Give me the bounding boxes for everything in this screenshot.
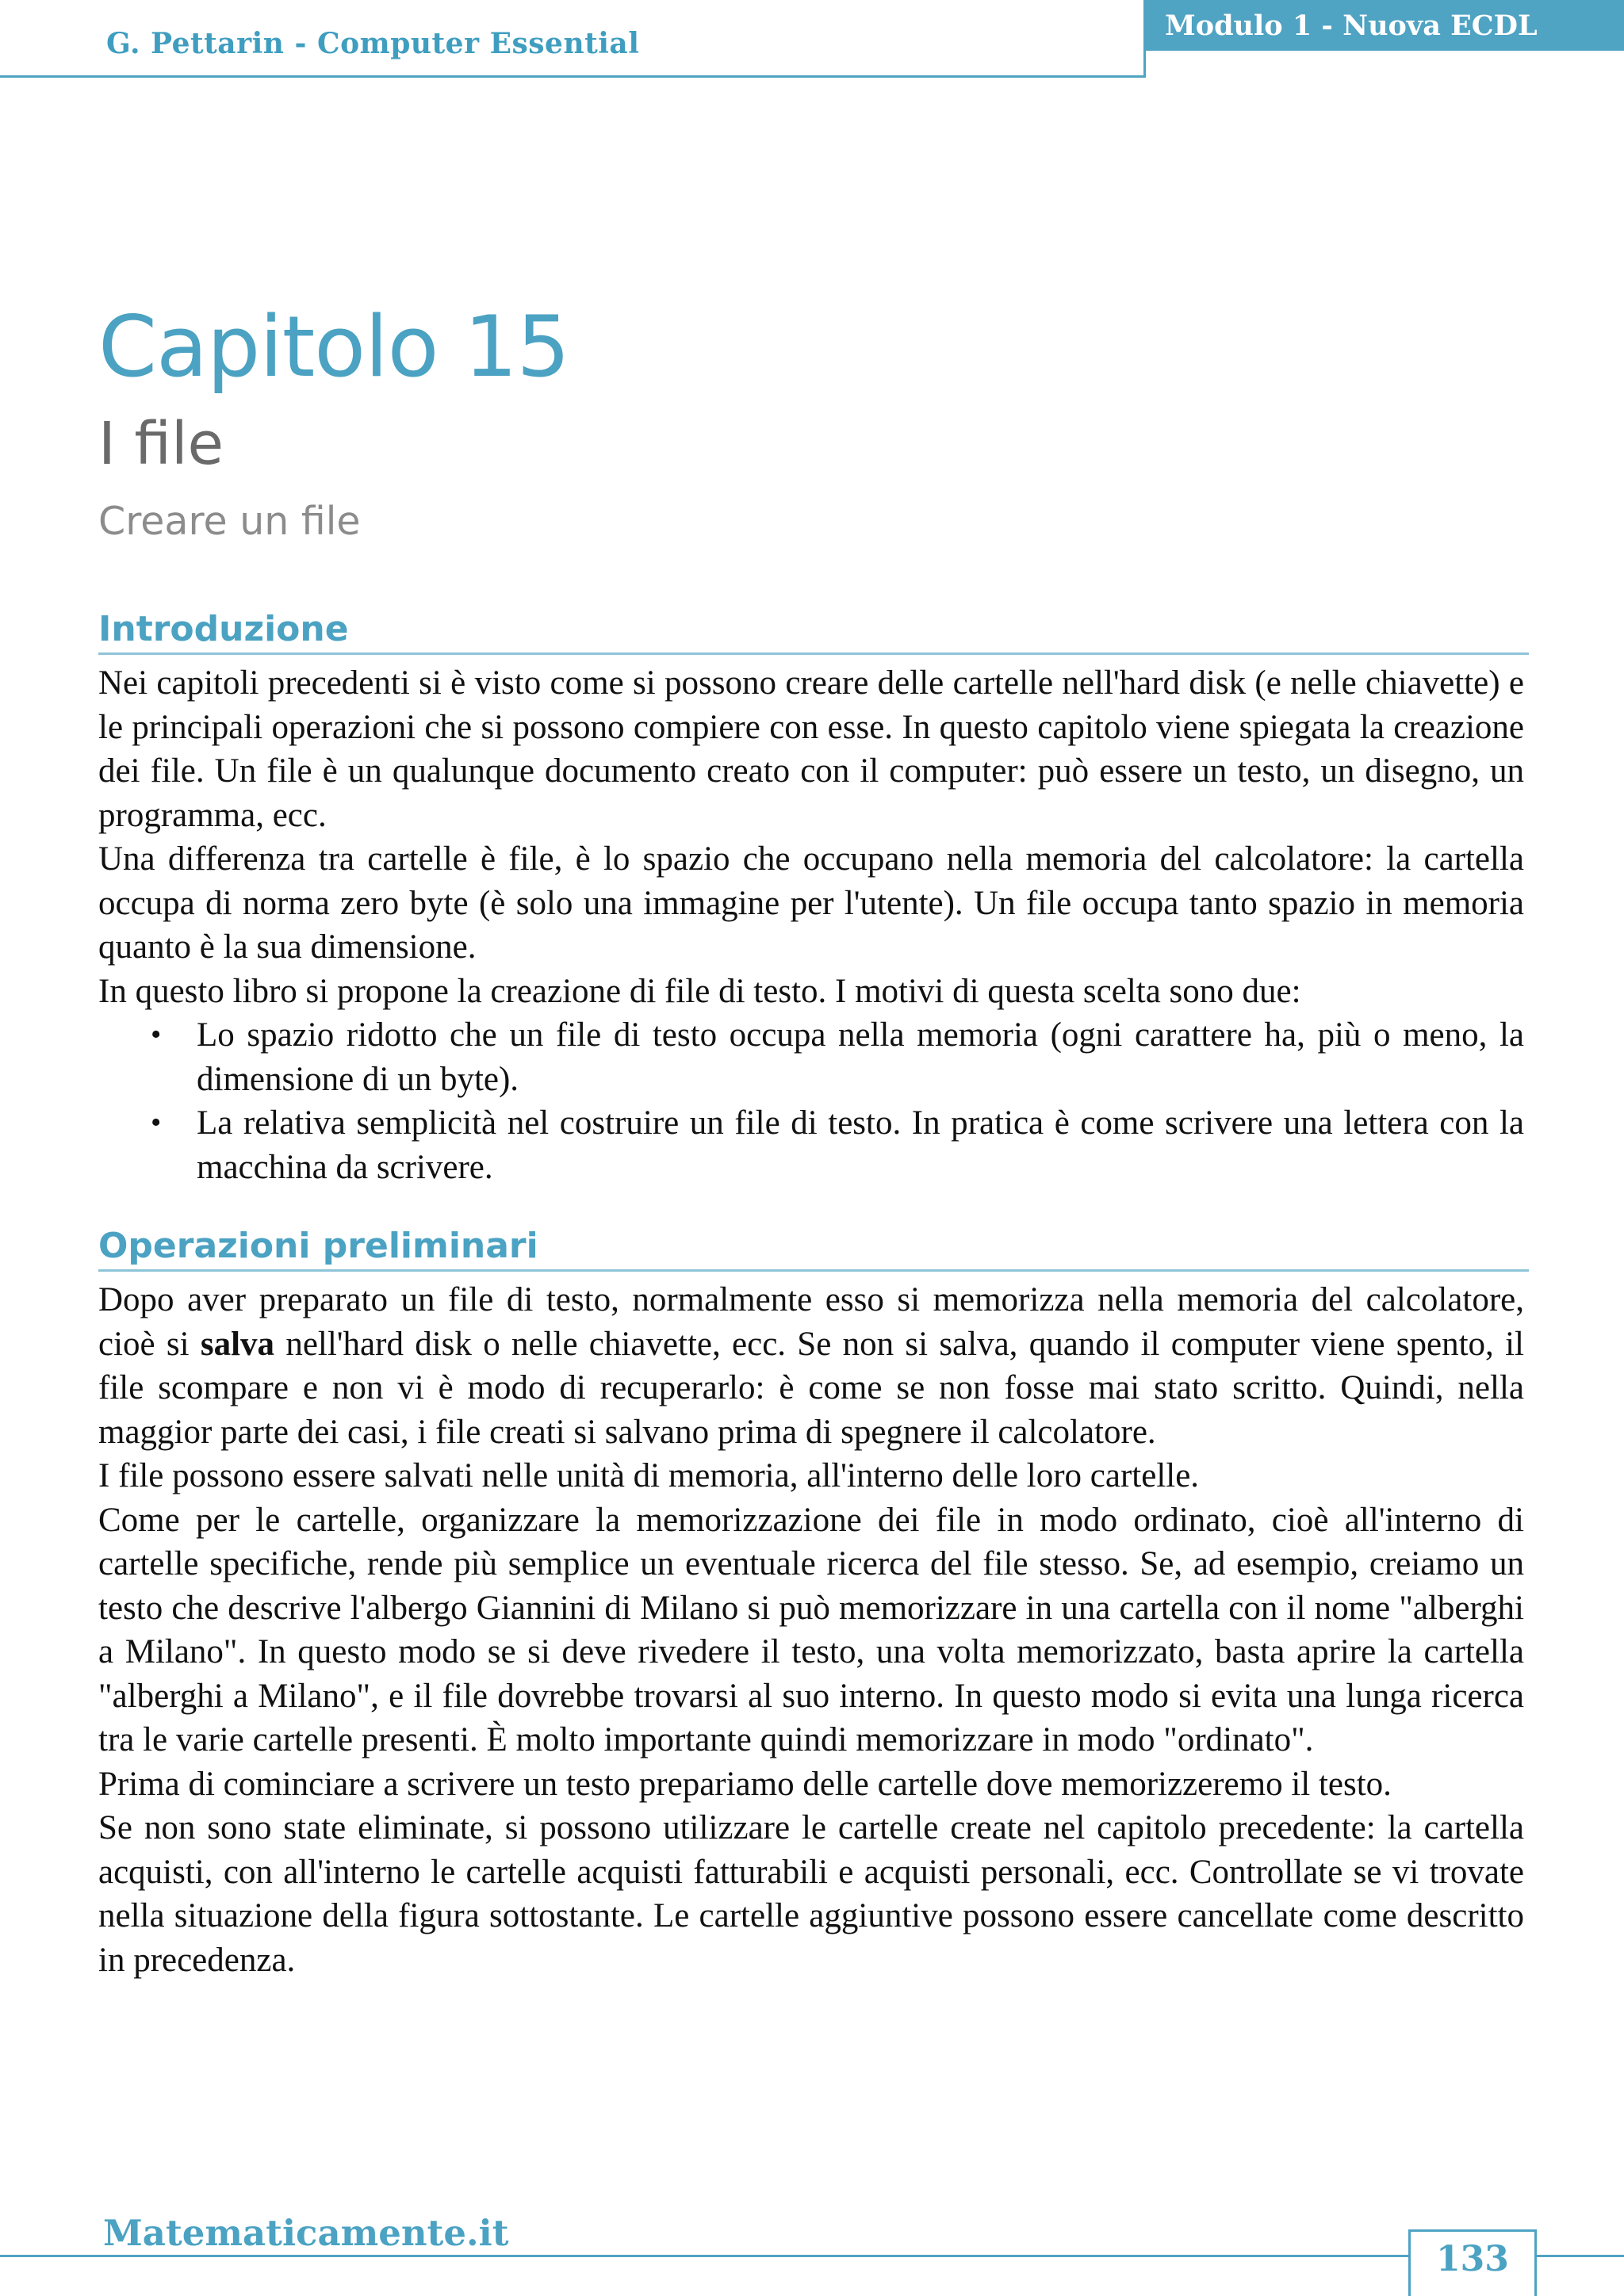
- intro-bullet-list: [98, 1013, 1524, 1189]
- bullet-icon: •: [151, 1106, 162, 1139]
- list-item: [98, 1013, 1524, 1101]
- prelim-paragraph-1: [98, 1278, 1524, 1454]
- footer-rule-left: [0, 2255, 1408, 2257]
- intro-paragraph-1: Nei capitoli precedenti si è visto come si possono creare delle cartelle nell'hard disk (e nelle chiavette) e le principali operazioni che si possono compiere con esse. In questo capitolo viene spiegata la creazione dei file. Un file è un qualunque documento creato con il computer: può essere un testo, un disegno, un programma, ecc.: [98, 664, 1524, 834]
- bullet-icon: •: [151, 1018, 162, 1051]
- prelim-paragraph-3: Come per le cartelle, organizzare la memorizzazione dei file in modo ordinato, cioè all'interno di cartelle specifiche, rende più semplice un eventuale ricerca del file stesso. Se, ad esempio, creiamo un testo che descrive l'albergo Giannini di Milano si può memorizzare in una cartella con il nome "alberghi a Milano". In questo modo se si deve rivedere il testo, una volta memorizzato, basta aprire la cartella "alberghi a Milano", e il file dovrebbe trovarsi al suo interno. In questo modo si evita una lunga ricerca tra le varie cartelle presenti. È molto importante quindi memorizzare in modo "ordinato".: [98, 1501, 1524, 1758]
- header-book-title: G. Pettarin - Computer Essential: [106, 27, 640, 60]
- prelim-paragraph-5: Se non sono state eliminate, si possono utilizzare le cartelle create nel capitolo precedente: la cartella acquisti, con all'interno le cartelle acquisti fatturabili e acquisti personali, ecc. Controllate se vi trovate nella situazione della figura sottostante. Le cartelle aggiuntive possono essere cancellate come descritto in precedenza.: [98, 1809, 1524, 1979]
- list-item: [98, 1101, 1524, 1189]
- header-module-band: [1146, 0, 1624, 51]
- header-left-frame: [0, 0, 1146, 78]
- chapter-title: Capitolo 15: [98, 298, 569, 396]
- header-module-title: Modulo 1 - Nuova ECDL: [1165, 10, 1538, 42]
- chapter-subtitle: I file: [98, 410, 224, 478]
- page-number-box: [1408, 2229, 1537, 2296]
- intro-paragraph-3: In questo libro si propone la creazione di file di testo. I motivi di questa scelta sono due:: [98, 972, 1301, 1010]
- footer-rule-right: [1537, 2255, 1624, 2257]
- intro-body: [98, 661, 1524, 1189]
- section-heading-prelim: Operazioni preliminari: [98, 1226, 1529, 1272]
- prelim-body: [98, 1278, 1524, 1982]
- prelim-p1-end: nell'hard disk o nelle chiavette, ecc. Se non si salva, quando il computer viene spento, il file scompare e non vi è modo di recuperarlo: è come se non fosse mai stato scritto. Quindi, nella maggior parte dei casi, i file creati si salvano prima di spegnere il calcolatore.: [98, 1325, 1524, 1451]
- page-number: 133: [1436, 2239, 1509, 2279]
- prelim-paragraph-4: Prima di cominciare a scrivere un testo prepariamo delle cartelle dove memorizzeremo il testo.: [98, 1765, 1392, 1803]
- prelim-p1-start: Dopo aver preparato un file di testo, normalmente esso si memorizza nella memoria del calcolatore, cioè si: [98, 1281, 1524, 1363]
- section-heading-intro: Introduzione: [98, 609, 1529, 655]
- prelim-p1-bold: salva: [200, 1325, 275, 1363]
- prelim-paragraph-2: I file possono essere salvati nelle unità di memoria, all'interno delle loro cartelle.: [98, 1457, 1200, 1494]
- list-item-text: Lo spazio ridotto che un file di testo occupa nella memoria (ogni carattere ha, più o meno, la dimensione di un byte).: [197, 1016, 1524, 1098]
- chapter-section-title: Creare un file: [98, 499, 361, 544]
- intro-paragraph-2: Una differenza tra cartelle è file, è lo spazio che occupano nella memoria del calcolatore: la cartella occupa di norma zero byte (è solo una immagine per l'utente). Un file occupa tanto spazio in memoria quanto è la sua dimensione.: [98, 840, 1524, 966]
- list-item-text: La relativa semplicità nel costruire un file di testo. In pratica è come scrivere una lettera con la macchina da scrivere.: [197, 1104, 1524, 1186]
- footer-site-name: Matematicamente.it: [103, 2212, 509, 2254]
